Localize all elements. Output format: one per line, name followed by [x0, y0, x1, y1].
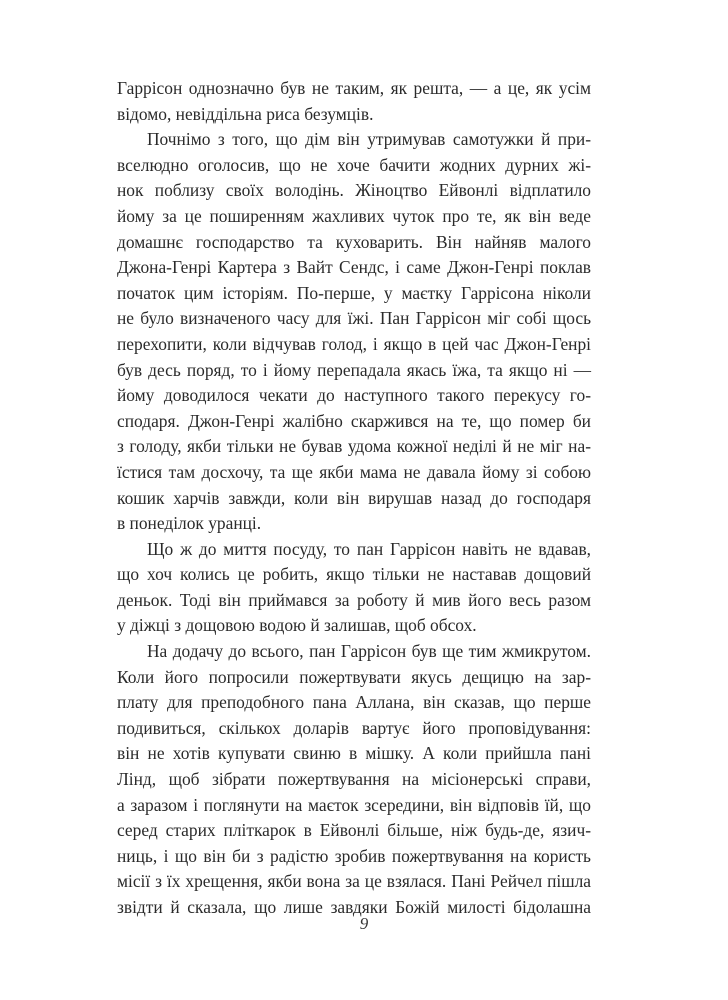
text-line: домашнє господарство та куховарить. Він найняв малого [117, 231, 591, 252]
text-line: Що ж до миття посуду, то пан Гаррісон навіть не вдавав, [147, 538, 591, 559]
text-line: їстися там досхочу, та ще якби мама не давала йому зі собою [117, 461, 591, 482]
page-number: 9 [359, 914, 369, 933]
text-line: перехопити, коли відчував голод, і якщо в цей час Джон-Генрі [117, 333, 591, 354]
text-line: у діжці з дощовою водою й залишав, щоб обсох. [117, 615, 477, 636]
text-line: нок поблизу своїх володінь. Жіноцтво Ейвонлі відплатило [117, 180, 591, 201]
text-line: сподаря. Джон-Генрі жалібно скаржився на те, що помер би [117, 410, 591, 431]
text-line: Гаррісон однозначно був не таким, як решта, — а це, як усім [117, 78, 591, 98]
text-line: деньок. Тоді він приймався за роботу й мив його весь разом [117, 589, 591, 610]
text-line: кошик харчів завжди, коли він вирушав назад до господаря [117, 487, 591, 508]
text-line: Почнімо з того, що дім він утримував самотужки й при- [147, 129, 591, 150]
text-line: вселюдно оголосив, що не хоче бачити жодних дурних жі- [117, 154, 591, 175]
text-line: Джона-Генрі Картера з Вайт Сендс, і саме Джон-Генрі поклав [117, 257, 591, 278]
text-line: місії з їх хрещення, якби вона за це взялася. Пані Рейчел пішла [117, 871, 591, 892]
text-line: з голоду, якби тільки не бував удома кожної неділі й не міг на- [117, 436, 591, 457]
text-line: відомо, невіддільна риса безумців. [117, 103, 374, 124]
text-line: йому доводилося чекати до наступного такого перекусу го- [117, 385, 591, 406]
text-line: ниць, і що він би з радістю зробив пожертвування на користь [117, 845, 591, 866]
text-line: він не хотів купувати свиню в мішку. А коли прийшла пані [117, 743, 591, 764]
text-line: що хоч колись це робить, якщо тільки не наставав дощовий [117, 564, 591, 585]
text-line: початок цим історіям. По-перше, у маєтку Гаррісона ніколи [117, 282, 591, 303]
text-line: не було визначеного часу для їжі. Пан Гаррісон міг собі щось [117, 308, 591, 329]
text-line: Лінд, щоб зібрати пожертвування на місіонерські справи, [117, 769, 591, 790]
text-line: був десь поряд, то і йому перепадала якась їжа, та якщо ні — [117, 359, 591, 380]
text-line: Коли його попросили пожертвувати якусь дещицю на зар- [117, 666, 591, 687]
text-line: в понеділок уранці. [117, 513, 262, 534]
text-line: йому за це поширенням жахливих чуток про те, як він веде [117, 205, 591, 226]
text-line: плату для преподобного пана Аллана, він сказав, що перше [117, 692, 591, 713]
body-text [117, 76, 591, 921]
text-line: а заразом і поглянути на маєток зсередини, він відповів їй, що [117, 794, 591, 815]
text-line: серед старих пліткарок в Ейвонлі більше, ніж будь-де, язич- [117, 820, 591, 841]
text-line: звідти й сказала, що лише завдяки Божій милості бідолашна [117, 897, 591, 917]
text-line: На додачу до всього, пан Гаррісон був ще тим жмикрутом. [147, 641, 591, 662]
text-line: подивиться, скількох доларів вартує його проповідування: [117, 717, 591, 738]
